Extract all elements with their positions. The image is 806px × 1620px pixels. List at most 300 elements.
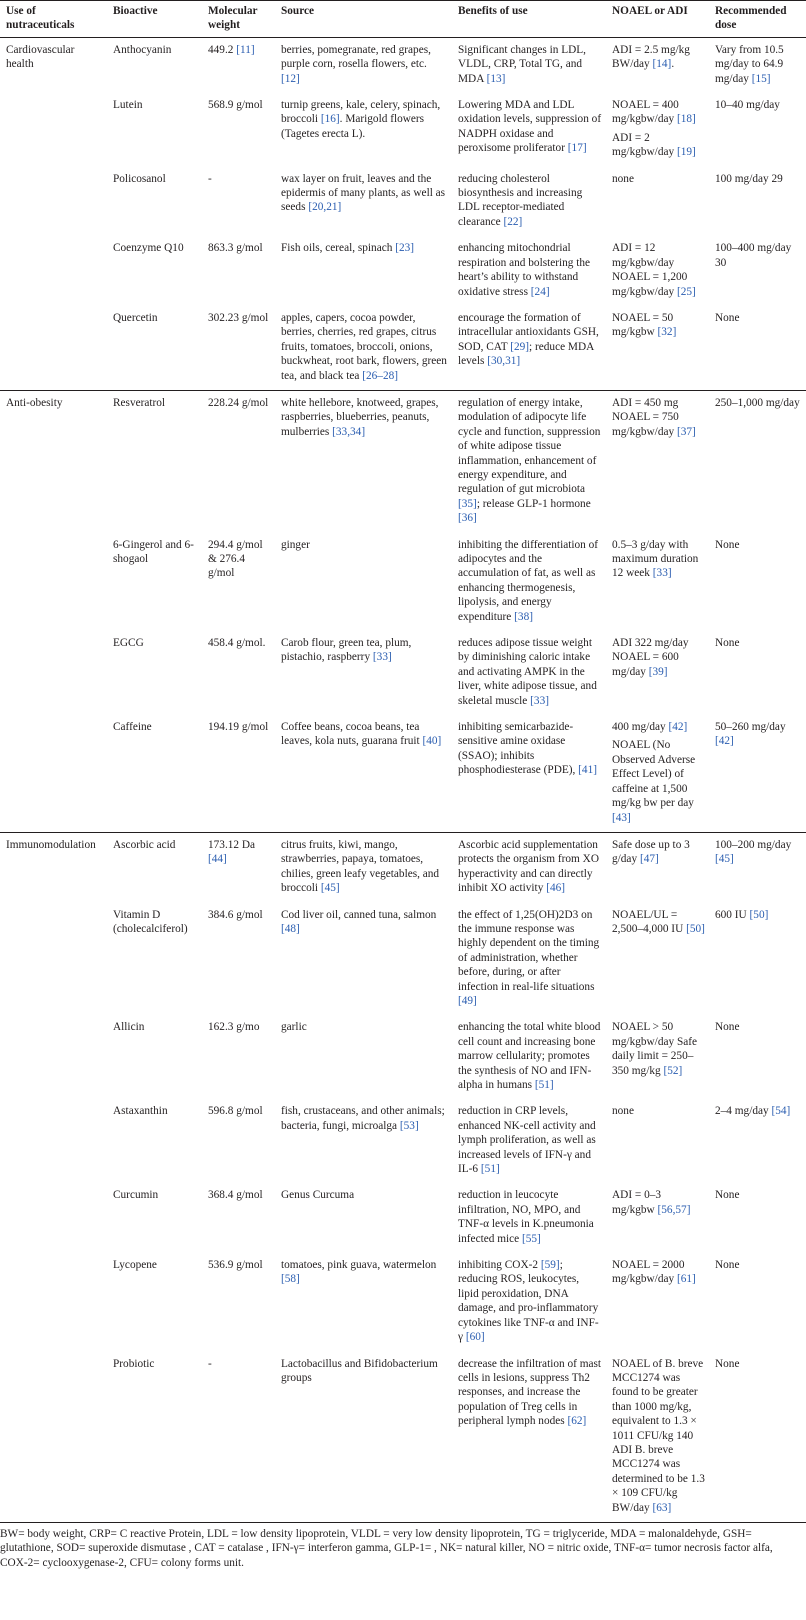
source-cell bbox=[275, 1183, 452, 1253]
table-row bbox=[0, 1015, 806, 1099]
header-row bbox=[0, 1, 806, 38]
recommended-dose-cell bbox=[709, 390, 806, 532]
noael-text: NOAEL of B. breve MCC1274 was found to be greater than 1000 mg/kg, equivalent to 1.3 × 1011 CFU/kg 140 ADI B. breve MCC1274 was determined to be 1.3 × 109 CFU/kg BW/day bbox=[612, 1357, 705, 1514]
noael-ref: [25] bbox=[676, 285, 696, 298]
source-ref: [58] bbox=[281, 1273, 300, 1286]
noael-cell bbox=[606, 533, 709, 631]
noael-cell bbox=[606, 37, 709, 93]
benefits-text: Significant changes in LDL, VLDL, CRP, Total TG, and MDA bbox=[458, 43, 587, 85]
use-cell bbox=[0, 715, 107, 832]
noael-cell bbox=[606, 167, 709, 237]
benefits-text: inhibiting the differentiation of adipocytes and the accumulation of fat, as well as enhancing thermogenesis, lipolysis, and energy expenditure bbox=[458, 538, 599, 623]
benefits-ref: [22] bbox=[503, 215, 523, 228]
table-header bbox=[0, 1, 806, 38]
molecular-weight: 384.6 g/mol bbox=[208, 908, 263, 921]
source-cell bbox=[275, 93, 452, 167]
benefits-cell bbox=[452, 832, 606, 902]
molecular-weight-cell bbox=[202, 631, 275, 715]
benefits-cell bbox=[452, 903, 606, 1016]
use-cell bbox=[0, 93, 107, 167]
dose-text: 50–260 mg/day bbox=[715, 721, 786, 734]
source-cell bbox=[275, 236, 452, 306]
benefits-text: Ascorbic acid supplementation protects the organism from XO hyperactivity and can directly inhibit XO activity bbox=[458, 838, 599, 895]
benefits-ref: [46] bbox=[546, 882, 566, 895]
source-cell bbox=[275, 1352, 452, 1523]
noael-cell bbox=[606, 832, 709, 902]
col-header-use: Use of nutraceuticals bbox=[6, 5, 75, 32]
col-header-bioactive: Bioactive bbox=[113, 5, 158, 17]
source-ref: [33,34] bbox=[332, 425, 366, 438]
source-ref: [33] bbox=[372, 651, 392, 664]
noael-cell bbox=[606, 631, 709, 715]
noael-cell bbox=[606, 1183, 709, 1253]
source-text: ginger bbox=[281, 538, 310, 551]
source-text: Lactobacillus and Bifidobacterium groups bbox=[281, 1357, 438, 1384]
use-cell bbox=[0, 306, 107, 391]
dose-text: None bbox=[715, 538, 740, 551]
benefits-text: reduces adipose tissue weight by diminishing caloric intake and activating AMPK in the liver, white adipose tissue, and skeletal muscle bbox=[458, 637, 597, 707]
noael-text: ADI = 2.5 mg/kg BW/day bbox=[612, 43, 690, 71]
source-ref: [40] bbox=[422, 735, 442, 748]
bioactive-cell bbox=[107, 903, 202, 1016]
table-row bbox=[0, 37, 806, 93]
source-text: citrus fruits, kiwi, mango, strawberries, papaya, tomatoes, chilies, green leafy vegetables, and broccoli bbox=[281, 838, 440, 895]
recommended-dose-cell bbox=[709, 1183, 806, 1253]
source-cell bbox=[275, 390, 452, 532]
molecular-weight-cell bbox=[202, 37, 275, 93]
recommended-dose-cell bbox=[709, 832, 806, 902]
bioactive-cell bbox=[107, 1253, 202, 1351]
bioactive-cell bbox=[107, 715, 202, 832]
dose-ref: [45] bbox=[715, 853, 734, 866]
bioactive-cell bbox=[107, 533, 202, 631]
bioactive-cell bbox=[107, 631, 202, 715]
source-text: Genus Curcuma bbox=[281, 1189, 355, 1202]
benefits-cell bbox=[452, 631, 606, 715]
noael-text: none bbox=[612, 172, 634, 185]
recommended-dose-cell bbox=[709, 236, 806, 306]
noael-cell bbox=[606, 236, 709, 306]
use-cell bbox=[0, 37, 107, 93]
recommended-dose-cell bbox=[709, 1253, 806, 1351]
noael-text: NOAEL (No Observed Adverse Effect Level) of caffeine at 1,500 mg/kg bw per day bbox=[612, 739, 696, 810]
source-text: garlic bbox=[281, 1021, 307, 1034]
bioactive-cell bbox=[107, 37, 202, 93]
noael-text: none bbox=[612, 1105, 634, 1118]
noael-ref: [19] bbox=[676, 146, 696, 159]
bioactive-name: Lutein bbox=[113, 99, 143, 112]
bioactive-name: Astaxanthin bbox=[113, 1105, 168, 1118]
source-text: Cod liver oil, canned tuna, salmon bbox=[281, 908, 437, 921]
benefits-ref: [41] bbox=[578, 764, 597, 777]
molecular-weight-cell bbox=[202, 390, 275, 532]
table-row bbox=[0, 1183, 806, 1253]
benefits-cell bbox=[452, 1352, 606, 1523]
use-category: Anti-obesity bbox=[6, 396, 63, 409]
source-text: white hellebore, knotweed, grapes, raspberries, blueberries, peanuts, mulberries bbox=[281, 396, 439, 438]
noael-text-cont: . bbox=[671, 58, 675, 71]
molecular-weight-cell bbox=[202, 167, 275, 237]
source-cell bbox=[275, 167, 452, 237]
use-cell bbox=[0, 167, 107, 237]
source-ref: [45] bbox=[320, 882, 340, 895]
benefits-ref: [59] bbox=[540, 1259, 560, 1272]
benefits-ref: [49] bbox=[458, 994, 477, 1007]
table-row bbox=[0, 1253, 806, 1351]
molecular-weight-cell bbox=[202, 1099, 275, 1183]
col-header-noael-adi: NOAEL or ADI bbox=[612, 5, 688, 17]
table-row bbox=[0, 715, 806, 832]
use-cell bbox=[0, 631, 107, 715]
dose-ref: [50] bbox=[749, 908, 769, 921]
use-cell bbox=[0, 1015, 107, 1099]
noael-text: 0.5–3 g/day with maximum duration 12 week bbox=[612, 538, 699, 580]
molecular-weight-cell bbox=[202, 1253, 275, 1351]
benefits-ref: [33] bbox=[530, 694, 549, 707]
benefits-cell bbox=[452, 1015, 606, 1099]
benefits-ref: [60] bbox=[465, 1331, 485, 1344]
noael-cell bbox=[606, 306, 709, 391]
noael-text: 400 mg/day bbox=[612, 721, 666, 734]
table-row bbox=[0, 1352, 806, 1523]
molecular-weight: 449.2 bbox=[208, 43, 234, 56]
source-ref: [16] bbox=[320, 113, 340, 126]
noael-cell bbox=[606, 1253, 709, 1351]
recommended-dose-cell bbox=[709, 631, 806, 715]
source-ref: [48] bbox=[281, 922, 300, 935]
source-text: tomatoes, pink guava, watermelon bbox=[281, 1259, 437, 1272]
use-cell bbox=[0, 903, 107, 1016]
benefits-cell bbox=[452, 390, 606, 532]
noael-ref: [39] bbox=[648, 665, 668, 678]
bioactive-cell bbox=[107, 167, 202, 237]
bioactive-name: Vitamin D (cholecalciferol) bbox=[113, 908, 188, 935]
noael-cell bbox=[606, 1015, 709, 1099]
noael-ref: [47] bbox=[639, 853, 659, 866]
noael-ref: [56,57] bbox=[657, 1203, 691, 1216]
noael-ref: [32] bbox=[657, 326, 677, 339]
molecular-weight-cell bbox=[202, 306, 275, 391]
dose-text: 250–1,000 mg/day bbox=[715, 396, 800, 409]
molecular-weight: 294.4 g/mol & 276.4 g/mol bbox=[208, 538, 263, 580]
use-cell bbox=[0, 1352, 107, 1523]
benefits-text: the effect of 1,25(OH)2D3 on the immune response was highly dependent on the timing of administration, whether before, during, or after infection in real-life situations bbox=[458, 908, 600, 993]
benefits-ref: [24] bbox=[530, 285, 550, 298]
table-row bbox=[0, 306, 806, 391]
molecular-weight: - bbox=[208, 1357, 212, 1370]
noael-cell bbox=[606, 715, 709, 832]
source-cell bbox=[275, 306, 452, 391]
noael-text: ADI = 2 mg/kgbw/day bbox=[612, 131, 675, 159]
molecular-weight: 194.19 g/mol bbox=[208, 721, 269, 734]
benefits-text: encourage the formation of intracellular antioxidants GSH, SOD, CAT bbox=[458, 311, 599, 353]
benefits-ref: [13] bbox=[486, 72, 506, 85]
benefits-text: inhibiting semicarbazide-sensitive amine oxidase (SSAO); inhibits phosphodiesterase (PDE), bbox=[458, 721, 576, 777]
use-cell bbox=[0, 236, 107, 306]
benefits-cell bbox=[452, 167, 606, 237]
source-text: apples, capers, cocoa powder, berries, cherries, red grapes, citrus fruits, tomatoes, broccoli, onions, buckwheat, root bark, flowers, green tea, and black tea bbox=[281, 311, 447, 382]
molecular-weight-ref: [11] bbox=[236, 43, 255, 56]
bioactive-name: Probiotic bbox=[113, 1357, 155, 1370]
benefits-cell bbox=[452, 93, 606, 167]
molecular-weight-ref: [44] bbox=[208, 853, 227, 866]
bioactive-cell bbox=[107, 1352, 202, 1523]
molecular-weight: 863.3 g/mol bbox=[208, 242, 263, 255]
noael-ref: [14] bbox=[652, 58, 672, 71]
noael-ref: [18] bbox=[676, 113, 696, 126]
use-cell bbox=[0, 1099, 107, 1183]
bioactive-name: Coenzyme Q10 bbox=[113, 242, 184, 255]
molecular-weight-cell bbox=[202, 93, 275, 167]
benefits-cell bbox=[452, 1099, 606, 1183]
table-row bbox=[0, 236, 806, 306]
source-text: turnip greens, kale, celery, spinach, broccoli bbox=[281, 99, 441, 126]
dose-text: None bbox=[715, 637, 740, 650]
benefits-ref: [51] bbox=[534, 1079, 554, 1091]
source-cell bbox=[275, 903, 452, 1016]
source-ref: [53] bbox=[399, 1119, 419, 1132]
molecular-weight-cell bbox=[202, 832, 275, 902]
dose-ref: [15] bbox=[751, 72, 771, 85]
recommended-dose-cell bbox=[709, 37, 806, 93]
dose-text: 600 IU bbox=[715, 908, 747, 921]
bioactive-name: Resveratrol bbox=[113, 396, 166, 409]
dose-ref: [54] bbox=[771, 1105, 791, 1118]
noael-text: NOAEL = 2000 mg/kgbw/day bbox=[612, 1259, 685, 1286]
benefits-cell bbox=[452, 37, 606, 93]
benefits-text: decrease the infiltration of mast cells in lesions, suppress Th2 responses, and increase the population of Treg cells in peripheral lymph nodes bbox=[458, 1357, 602, 1428]
molecular-weight: 458.4 g/mol. bbox=[208, 637, 266, 650]
molecular-weight-cell bbox=[202, 1352, 275, 1523]
table-row bbox=[0, 167, 806, 237]
benefits-text: regulation of energy intake, modulation of adipocyte life cycle and function, suppression of white adipose tissue inflammation, enhancement of energy expenditure, and regulation of gut microbiota bbox=[458, 396, 601, 496]
dose-text: 10–40 mg/day bbox=[715, 99, 780, 112]
molecular-weight-cell bbox=[202, 1183, 275, 1253]
source-cell bbox=[275, 533, 452, 631]
molecular-weight-cell bbox=[202, 533, 275, 631]
noael-text: ADI = 450 mg NOAEL = 750 mg/kgbw/day bbox=[612, 396, 679, 438]
noael-ref: [61] bbox=[676, 1273, 696, 1286]
dose-text: None bbox=[715, 1259, 740, 1272]
benefits-cell bbox=[452, 1253, 606, 1351]
bioactive-cell bbox=[107, 1099, 202, 1183]
recommended-dose-cell bbox=[709, 1352, 806, 1523]
benefits-cell bbox=[452, 1183, 606, 1253]
molecular-weight: 228.24 g/mol bbox=[208, 396, 269, 409]
bioactive-name: Ascorbic acid bbox=[113, 838, 176, 851]
benefits-ref: [51] bbox=[480, 1163, 500, 1176]
source-text: Coffee beans, cocoa beans, tea leaves, kola nuts, guarana fruit bbox=[281, 721, 420, 748]
benefits-ref: [36] bbox=[458, 512, 477, 525]
use-cell bbox=[0, 390, 107, 532]
source-text-cont: . Marigold flowers (Tagetes erecta L). bbox=[281, 113, 425, 140]
benefits-text: reduction in leucocyte infiltration, NO, MPO, and TNF-α levels in K.pneumonia infected mice bbox=[458, 1189, 594, 1245]
recommended-dose-cell bbox=[709, 715, 806, 832]
benefits-ref: [30,31] bbox=[487, 355, 521, 368]
noael-text: NOAEL = 400 mg/kgbw/day bbox=[612, 99, 679, 126]
benefits-text: reducing cholesterol biosynthesis and increasing LDL receptor-mediated clearance bbox=[458, 172, 583, 228]
dose-text: 100–400 mg/day 30 bbox=[715, 242, 792, 269]
noael-text: ADI = 0–3 mg/kgbw bbox=[612, 1189, 662, 1216]
noael-text: ADI = 12 mg/kgbw/day NOAEL = 1,200 mg/kgbw/day bbox=[612, 242, 688, 298]
bioactive-name: Policosanol bbox=[113, 172, 166, 185]
benefits-text: reduction in CRP levels, enhanced NK-cell activity and lymph proliferation, as well as increased levels of IFN-γ and IL-6 bbox=[458, 1105, 596, 1176]
noael-ref: [42] bbox=[668, 721, 688, 734]
benefits-ref: [38] bbox=[514, 610, 533, 623]
source-text: Carob flour, green tea, plum, pistachio, raspberry bbox=[281, 637, 412, 664]
noael-ref: [33] bbox=[652, 567, 672, 580]
bioactive-name: Caffeine bbox=[113, 721, 152, 734]
benefits-text-cont: ; reducing ROS, leukocytes, lipid peroxidation, DNA damage, and pro-inflammatory cytokines like TNF-α and INF-γ bbox=[458, 1259, 599, 1344]
source-ref: [26–28] bbox=[362, 369, 399, 382]
source-cell bbox=[275, 1253, 452, 1351]
benefits-cell bbox=[452, 236, 606, 306]
dose-text: None bbox=[715, 1021, 740, 1034]
col-header-recommended-dose: Recommended dose bbox=[715, 5, 787, 32]
noael-cell bbox=[606, 390, 709, 532]
noael-text: ADI 322 mg/day NOAEL = 600 mg/day bbox=[612, 637, 689, 678]
recommended-dose-cell bbox=[709, 1099, 806, 1183]
table-row bbox=[0, 533, 806, 631]
molecular-weight: 173.12 Da bbox=[208, 838, 256, 851]
table-row bbox=[0, 903, 806, 1016]
benefits-ref: [55] bbox=[522, 1232, 541, 1245]
bioactive-name: EGCG bbox=[113, 637, 144, 650]
noael-ref: [37] bbox=[676, 425, 696, 438]
table-row bbox=[0, 390, 806, 532]
molecular-weight: 302.23 g/mol bbox=[208, 311, 269, 324]
noael-cell bbox=[606, 1352, 709, 1523]
table-row bbox=[0, 93, 806, 167]
molecular-weight: 536.9 g/mol bbox=[208, 1259, 263, 1272]
noael-cell bbox=[606, 93, 709, 167]
use-category: Cardiovascular health bbox=[6, 43, 75, 71]
bioactive-name: Allicin bbox=[113, 1021, 145, 1034]
benefits-text-cont: ; release GLP-1 hormone bbox=[476, 497, 591, 510]
bioactive-cell bbox=[107, 390, 202, 532]
source-cell bbox=[275, 1099, 452, 1183]
use-cell bbox=[0, 1183, 107, 1253]
noael-second bbox=[612, 738, 705, 824]
source-ref: [23] bbox=[395, 242, 415, 255]
molecular-weight: 568.9 g/mol bbox=[208, 99, 263, 112]
source-text: berries, pomegranate, red grapes, purple corn, rosella flowers, etc. bbox=[281, 43, 431, 71]
noael-cell bbox=[606, 1099, 709, 1183]
use-cell bbox=[0, 832, 107, 902]
dose-text: None bbox=[715, 1189, 740, 1202]
benefits-cell bbox=[452, 306, 606, 391]
benefits-ref: [62] bbox=[567, 1415, 587, 1428]
benefits-text-cont: ; reduce MDA levels bbox=[458, 340, 594, 368]
bioactive-name: Lycopene bbox=[113, 1259, 157, 1272]
bioactive-name: Quercetin bbox=[113, 311, 158, 324]
molecular-weight: 596.8 g/mol bbox=[208, 1105, 263, 1118]
noael-ref: [63] bbox=[652, 1501, 672, 1514]
benefits-ref: [35] bbox=[458, 497, 477, 510]
recommended-dose-cell bbox=[709, 167, 806, 237]
col-header-benefits: Benefits of use bbox=[458, 5, 528, 17]
benefits-cell bbox=[452, 533, 606, 631]
noael-ref: [50] bbox=[686, 922, 705, 935]
source-cell bbox=[275, 832, 452, 902]
bioactive-name: Curcumin bbox=[113, 1189, 159, 1202]
recommended-dose-cell bbox=[709, 306, 806, 391]
recommended-dose-cell bbox=[709, 1015, 806, 1099]
molecular-weight: - bbox=[208, 172, 212, 185]
dose-text: None bbox=[715, 311, 740, 324]
molecular-weight-cell bbox=[202, 715, 275, 832]
use-cell bbox=[0, 1253, 107, 1351]
bioactive-cell bbox=[107, 306, 202, 391]
molecular-weight: 368.4 g/mol bbox=[208, 1189, 263, 1202]
dose-text: Vary from 10.5 mg/day to 64.9 mg/day bbox=[715, 43, 784, 85]
recommended-dose-cell bbox=[709, 903, 806, 1016]
source-ref: [12] bbox=[281, 72, 300, 85]
benefits-text: inhibiting COX-2 bbox=[458, 1259, 539, 1272]
dose-text: 100–200 mg/day bbox=[715, 838, 792, 851]
benefits-text: Lowering MDA and LDL oxidation levels, suppression of NADPH oxidase and peroxisome proliferator bbox=[458, 99, 602, 155]
table-row bbox=[0, 1099, 806, 1183]
source-cell bbox=[275, 1015, 452, 1099]
molecular-weight-cell bbox=[202, 236, 275, 306]
noael-text: NOAEL/UL = 2,500–4,000 IU bbox=[612, 908, 684, 935]
source-cell bbox=[275, 37, 452, 93]
noael-text: NOAEL > 50 mg/kgbw/day Safe daily limit = 250–350 mg/kg bbox=[612, 1021, 698, 1077]
bioactive-cell bbox=[107, 832, 202, 902]
col-header-molecular-weight: Molecular weight bbox=[208, 5, 258, 32]
benefits-ref: [29] bbox=[510, 340, 530, 353]
benefits-text: enhancing mitochondrial respiration and bolstering the heart’s ability to withstand oxidative stress bbox=[458, 242, 591, 298]
noael-text: NOAEL = 50 mg/kgbw bbox=[612, 311, 674, 339]
source-ref: [20,21] bbox=[308, 201, 342, 214]
bioactive-cell bbox=[107, 93, 202, 167]
noael-ref: [43] bbox=[612, 811, 631, 824]
noael-second bbox=[612, 131, 705, 160]
use-cell bbox=[0, 533, 107, 631]
source-cell bbox=[275, 715, 452, 832]
use-category: Immunomodulation bbox=[6, 838, 96, 851]
table-footnote: BW= body weight, CRP= C reactive Protein, LDL = low density lipoprotein, VLDL = very low density lipoprotein, TG = triglyceride, MDA = malonaldehyde, GSH= glutathione, SOD= superoxide dismutase , CAT = catalase , IFN-γ= interferon gamma, GLP-1= , NK= natural killer, NO = nitric oxide, TNF-α= tumor necrosis factor alfa, COX-2= cyclooxygenase-2, CFU= colony forms unit. bbox=[0, 1527, 773, 1569]
molecular-weight-cell bbox=[202, 1015, 275, 1099]
bioactive-name: 6-Gingerol and 6-shogaol bbox=[113, 538, 194, 565]
noael-cell bbox=[606, 903, 709, 1016]
recommended-dose-cell bbox=[709, 533, 806, 631]
molecular-weight: 162.3 g/mo bbox=[208, 1021, 260, 1034]
source-text: wax layer on fruit, leaves and the epidermis of many plants, as well as seeds bbox=[281, 172, 446, 214]
table-body bbox=[0, 37, 806, 1522]
recommended-dose-cell bbox=[709, 93, 806, 167]
bioactive-cell bbox=[107, 236, 202, 306]
source-text: Fish oils, cereal, spinach bbox=[281, 242, 393, 255]
benefits-cell bbox=[452, 715, 606, 832]
table-row bbox=[0, 631, 806, 715]
bioactive-cell bbox=[107, 1183, 202, 1253]
dose-text: None bbox=[715, 1357, 740, 1370]
table-row bbox=[0, 832, 806, 902]
source-text: fish, crustaceans, and other animals; bacteria, fungi, microalga bbox=[281, 1105, 445, 1132]
bioactive-name: Anthocyanin bbox=[113, 43, 172, 56]
benefits-text: enhancing the total white blood cell count and increasing bone marrow cellularity; promotes the synthesis of NO and IFN-alpha in humans bbox=[458, 1021, 601, 1091]
dose-text: 2–4 mg/day bbox=[715, 1105, 769, 1118]
bioactive-cell bbox=[107, 1015, 202, 1099]
noael-text: Safe dose up to 3 g/day bbox=[612, 838, 690, 866]
benefits-ref: [17] bbox=[567, 142, 587, 155]
noael-ref: [52] bbox=[663, 1064, 683, 1077]
col-header-source: Source bbox=[281, 5, 315, 17]
molecular-weight-cell bbox=[202, 903, 275, 1016]
dose-text: 100 mg/day 29 bbox=[715, 172, 783, 185]
source-cell bbox=[275, 631, 452, 715]
